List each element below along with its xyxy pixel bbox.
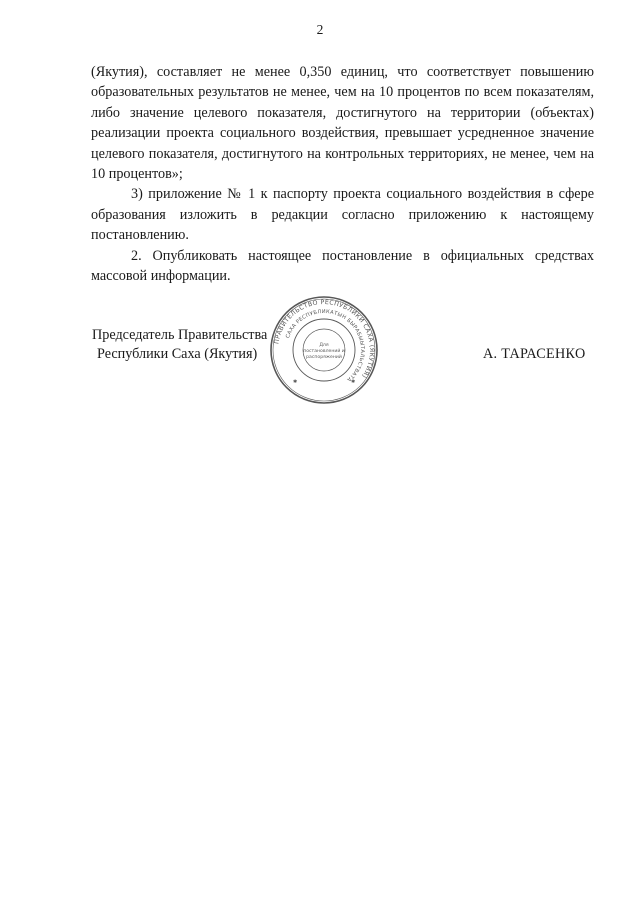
signatory-position xyxy=(92,326,267,364)
seal-inner-text: САХА РЕСПУБЛИКАТЫН БЫРАБЫЫТАЛЬСТВАТА xyxy=(285,308,366,383)
official-seal xyxy=(269,295,379,405)
paragraph-item-2-publish: 2. Опубликовать настоящее постановление в официальных средствах массовой информации. xyxy=(91,247,594,285)
page-number: 2 xyxy=(316,22,324,37)
seal-center-text-2: постановлений и xyxy=(303,349,345,354)
signatory-position-line2: Республики Саха (Якутия) xyxy=(97,346,258,362)
signatory-name: А. ТАРАСЕНКО xyxy=(483,346,586,362)
document-body xyxy=(91,62,594,286)
signatory-position-line1: Председатель Правительства xyxy=(92,327,268,343)
seal-outer-text: ПРАВИТЕЛЬСТВО РЕСПУБЛИКИ САХА (ЯКУТИЯ) xyxy=(273,298,376,380)
seal-center-text-1: Для xyxy=(319,343,329,348)
seal-star-right: ✱ xyxy=(351,379,356,385)
seal-center-text-3: распоряжений xyxy=(306,355,342,360)
seal-star-left: ✱ xyxy=(293,379,298,385)
paragraph-item-3: 3) приложение № 1 к паспорту проекта социального воздействия в сфере образования изложить в редакции согласно приложению к настоящему постановлению. xyxy=(91,186,594,244)
paragraph-continuation: (Якутия), составляет не менее 0,350 единиц, что соответствует повышению образовательных результатов не менее, чем на 10 процентов по всем показателям, либо значение целевого показателя, достигнутого на территории (объектах) реализации проекта социального воздействия, превышает усредненное значение целевого показателя, достигнутого на контрольных территориях, не менее, чем на 10 процентов»; xyxy=(91,64,594,183)
